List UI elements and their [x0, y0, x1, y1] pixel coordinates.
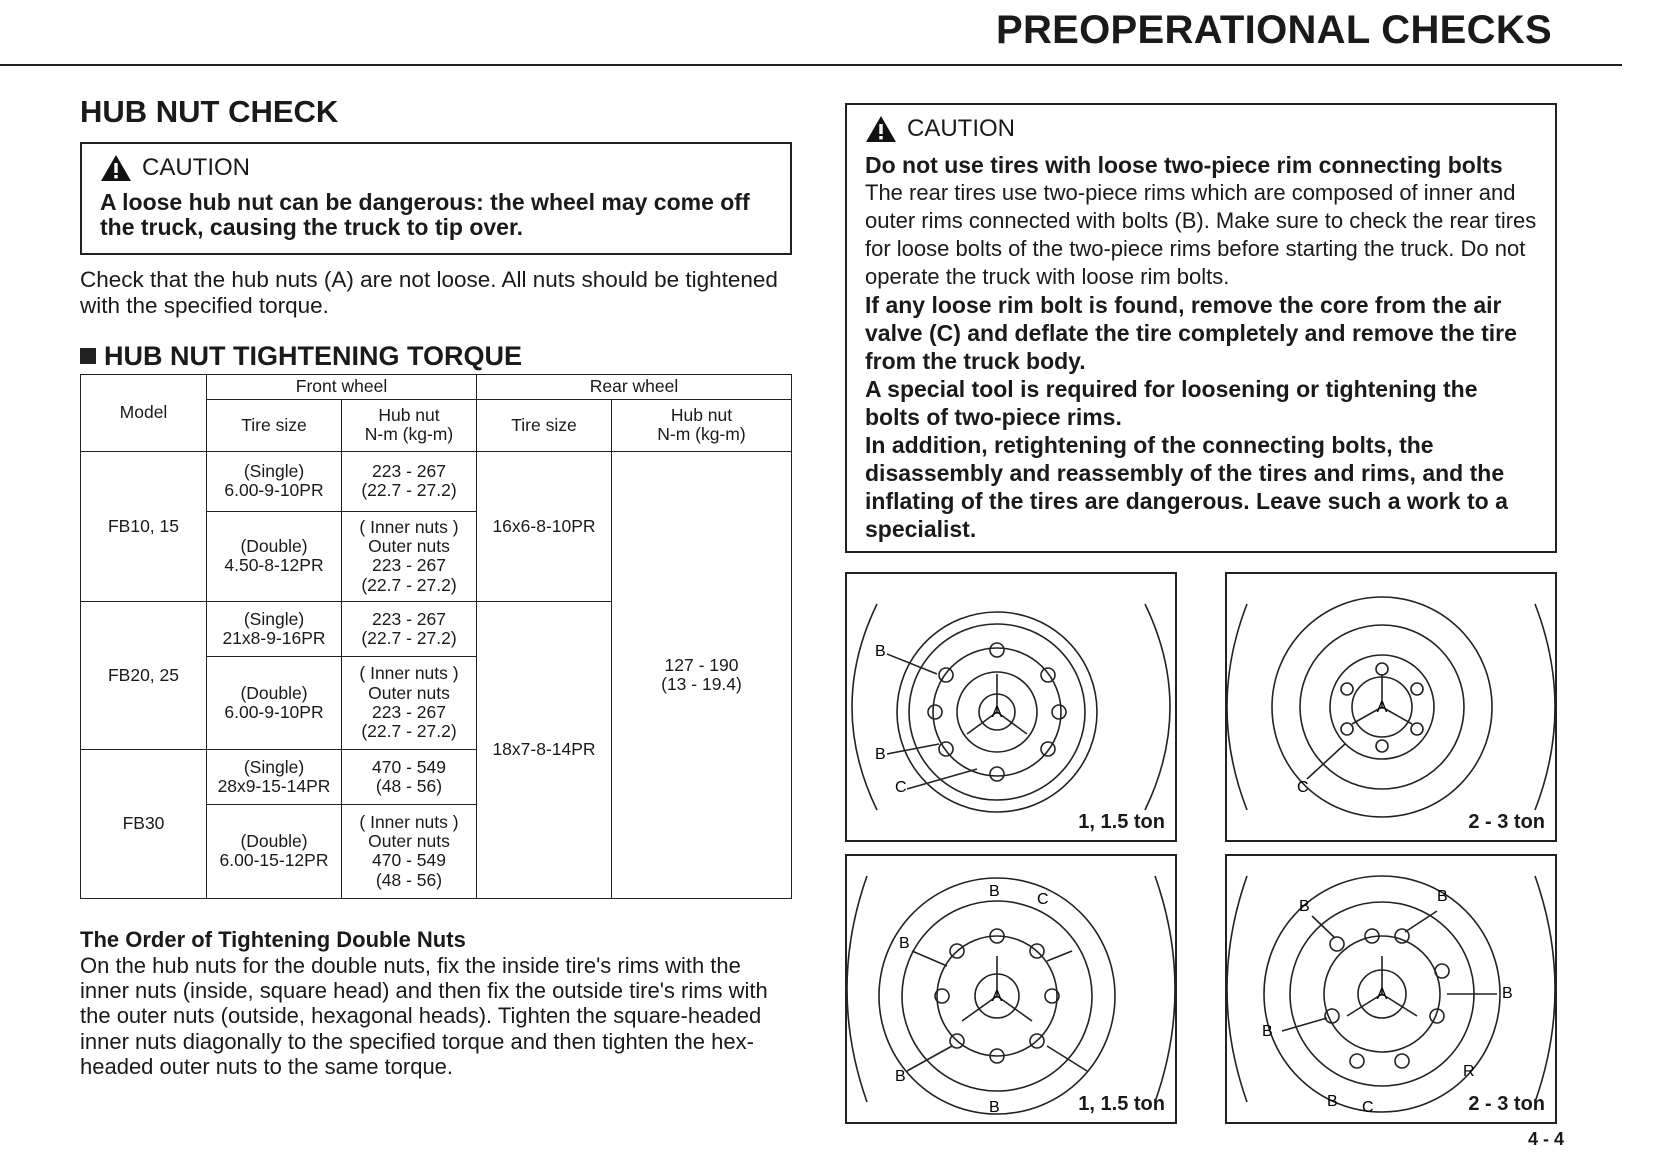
wheel-illustration	[1227, 856, 1555, 1122]
intro-paragraph: Check that the hub nuts (A) are not loose. All nuts should be tightened with the specified torque.	[80, 266, 778, 318]
model-cell: FB30	[81, 749, 207, 898]
right-column	[845, 103, 1557, 553]
label-b: B	[895, 1068, 906, 1085]
wheel-illustration	[847, 856, 1175, 1122]
torque-cell: ( Inner nuts ) Outer nuts 470 - 549 (48 - 56)	[342, 804, 477, 898]
label-b: B	[1437, 888, 1448, 905]
torque-cell: 470 - 549 (48 - 56)	[342, 749, 477, 804]
th-rear-tire-size: Tire size	[477, 399, 612, 451]
diagram-label: 1, 1.5 ton	[1078, 1093, 1165, 1115]
rear-torque-cell: 127 - 190 (13 - 19.4)	[612, 451, 792, 898]
diagram-label: 2 - 3 ton	[1468, 811, 1545, 833]
wheel-diagram-4	[1225, 854, 1557, 1124]
diagram-label: 1, 1.5 ton	[1078, 811, 1165, 833]
label-b: B	[1262, 1023, 1273, 1040]
header-rule	[0, 64, 1622, 66]
rim-caution-bold-3: A special tool is required for loosening or tightening the bolts of two-piece rims.	[865, 375, 1478, 430]
torque-cell: ( Inner nuts ) Outer nuts 223 - 267 (22.7 - 27.2)	[342, 656, 477, 749]
wheel-diagram-3	[845, 854, 1177, 1124]
label-c: C	[1362, 1099, 1374, 1116]
square-bullet-icon	[80, 348, 96, 364]
label-a: A	[1376, 699, 1388, 716]
rim-caution-bold-4: In addition, retightening of the connecting bolts, the disassembly and reassembly of the tires and rims, and the inflating of the tires are dangerous. Leave such a work to a specialist.	[865, 432, 1508, 543]
th-front-wheel: Front wheel	[207, 374, 477, 399]
order-text: On the hub nuts for the double nuts, fix the inside tire's rims with the inner nuts (inside, square head) and then fix the outside tire's rims with the outer nuts (outside, hexagonal heads). Tighten the square-headed inner nuts diagonally to the specified torque and then tighten the hex-headed outer nuts to the same torque.	[80, 952, 768, 1079]
torque-cell: ( Inner nuts ) Outer nuts 223 - 267 (22.7 - 27.2)	[342, 511, 477, 601]
label-a: A	[991, 704, 1003, 721]
warning-icon	[100, 154, 132, 182]
wheel-illustration	[847, 574, 1175, 840]
label-a: A	[991, 988, 1003, 1005]
tire-size-cell: (Double) 6.00-9-10PR	[207, 656, 342, 749]
wheel-diagram-1	[845, 572, 1177, 842]
caution-text: A loose hub nut can be dangerous: the wheel may come off the truck, causing the truck to tip over.	[100, 189, 750, 241]
th-model: Model	[81, 374, 207, 451]
order-title: The Order of Tightening Double Nuts	[80, 926, 466, 952]
label-b: B	[899, 935, 910, 952]
model-cell: FB10, 15	[81, 451, 207, 601]
torque-table	[80, 374, 792, 899]
th-front-hub-nut: Hub nut N-m (kg-m)	[342, 399, 477, 451]
th-rear-wheel: Rear wheel	[477, 374, 792, 399]
label-a: A	[1376, 986, 1388, 1003]
rear-tire-size-cell: 18x7-8-14PR	[477, 601, 612, 898]
rear-tire-size-cell: 16x6-8-10PR	[477, 451, 612, 601]
warning-icon	[865, 115, 897, 143]
left-column	[80, 94, 792, 1079]
rim-caution-heading: Do not use tires with loose two-piece rim connecting bolts	[865, 152, 1503, 178]
section-title: PREOPERATIONAL CHECKS	[996, 8, 1552, 52]
hub-nut-check-title: HUB NUT CHECK	[80, 94, 339, 129]
wheel-illustration	[1227, 574, 1555, 840]
label-b: B	[875, 643, 886, 660]
wheel-diagram-2	[1225, 572, 1557, 842]
torque-cell: 223 - 267 (22.7 - 27.2)	[342, 451, 477, 511]
th-front-tire-size: Tire size	[207, 399, 342, 451]
torque-cell: 223 - 267 (22.7 - 27.2)	[342, 601, 477, 656]
th-rear-hub-nut: Hub nut N-m (kg-m)	[612, 399, 792, 451]
page-number: 4 - 4	[1527, 1129, 1564, 1149]
rim-caution-box	[845, 103, 1557, 553]
tire-size-cell: (Single) 21x8-9-16PR	[207, 601, 342, 656]
caution-label: CAUTION	[142, 154, 250, 181]
label-c: C	[1297, 779, 1309, 796]
wheel-diagrams	[845, 572, 1557, 1122]
label-b: B	[875, 746, 886, 763]
label-r: R	[1463, 1063, 1475, 1080]
label-c: C	[895, 779, 907, 796]
tire-size-cell: (Single) 6.00-9-10PR	[207, 451, 342, 511]
caution-box	[80, 142, 792, 255]
rim-caution-bold-2: If any loose rim bolt is found, remove the core from the air valve (C) and deflate the tire completely and remove the tire from the truck body.	[865, 291, 1517, 374]
label-b: B	[989, 883, 1000, 900]
model-cell: FB20, 25	[81, 601, 207, 749]
tire-size-cell: (Double) 4.50-8-12PR	[207, 511, 342, 601]
label-b: B	[989, 1099, 1000, 1116]
rim-caution-text: The rear tires use two-piece rims which are composed of inner and outer rims connected with bolts (B). Make sure to check the rear tires for loose bolts of the two-piece rims before starting the truck. Do not operate the truck with loose rim bolts.	[865, 180, 1537, 289]
caution-label: CAUTION	[907, 115, 1015, 142]
torque-heading: HUB NUT TIGHTENING TORQUE	[80, 341, 792, 372]
diagram-label: 2 - 3 ton	[1468, 1093, 1545, 1115]
label-b: B	[1299, 898, 1310, 915]
label-b: B	[1327, 1093, 1338, 1110]
label-c: C	[1037, 891, 1049, 908]
label-b: B	[1502, 985, 1513, 1002]
tire-size-cell: (Single) 28x9-15-14PR	[207, 749, 342, 804]
tire-size-cell: (Double) 6.00-15-12PR	[207, 804, 342, 898]
